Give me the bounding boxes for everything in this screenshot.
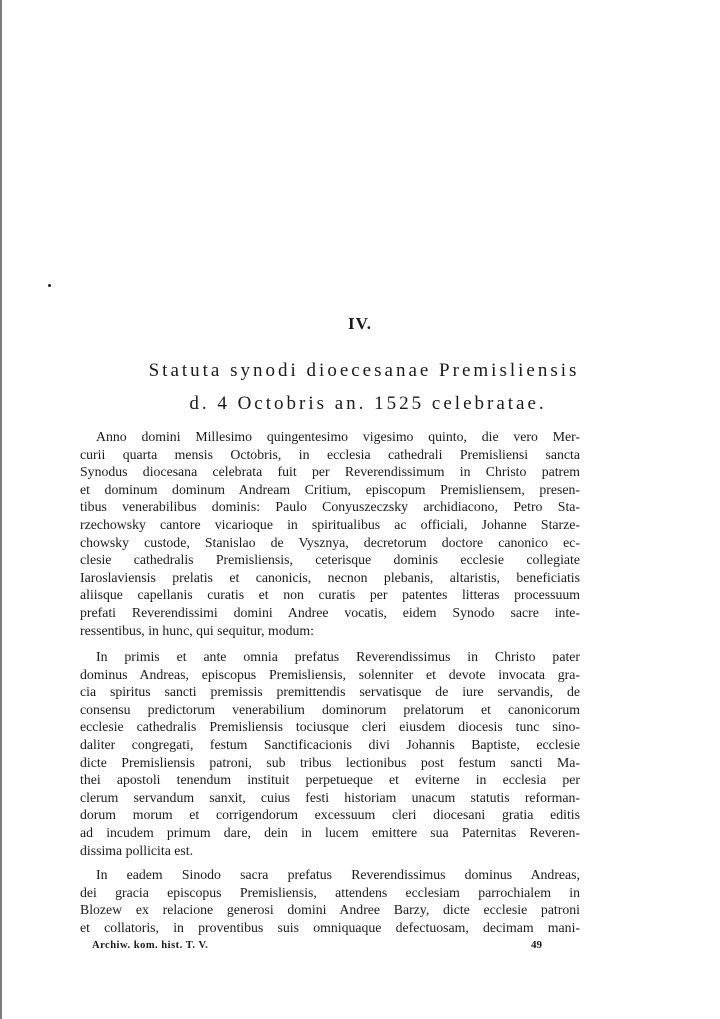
text-line: prefati Reverendissimi domini Andree vocatis, eidem Synodo sacre inte- <box>80 604 580 620</box>
text-line: cia spiritus sancti premissis premittendis servatisque de iure servandis, de <box>80 684 580 700</box>
text-line: chowsky custode, Stanislao de Vysznya, decretorum doctore canonico ec- <box>80 534 580 550</box>
title-line-1: Statuta synodi dioecesanae Premisliensis <box>148 360 580 381</box>
text-line: dominus Andreas, episcopus Premisliensis, solenniter et devote invocata gra- <box>80 666 580 682</box>
text-line: et collatoris, in proventibus suis omniquaque defectuosam, decimam mani- <box>80 919 580 935</box>
footer-signature: Archiw. kom. hist. T. V. <box>92 940 209 951</box>
footer-sheet-number: 49 <box>531 939 542 951</box>
text-line: thei apostoli tenendum instituit perpetueque et eviterne in ecclesia per <box>80 772 580 788</box>
text-line: In primis et ante omnia prefatus Reverendissimus in Christo pater <box>96 649 580 664</box>
text-line: Synodus diocesana celebrata fuit per Reverendissimum in Christo patrem <box>80 464 580 480</box>
text-line: ressentibus, in hunc, qui sequitur, modum: <box>80 622 314 638</box>
text-line: et dominum dominum Andream Critium, episcopum Premisliensem, presen- <box>80 481 580 497</box>
chapter-number: IV. <box>348 314 372 333</box>
paragraph-2 <box>80 648 580 859</box>
scan-edge-line <box>0 0 2 1019</box>
text-line: dissima pollicita est. <box>80 842 194 858</box>
text-line: daliter congregati, festum Sanctificacionis divi Johannis Baptiste, ecclesie <box>80 736 580 752</box>
text-line: clesie cathedralis Premisliensis, ceterisque dominis ecclesie collegiate <box>80 552 580 568</box>
text-line: dei gracia episcopus Premisliensis, attendens ecclesiam parrochialem in <box>80 884 580 900</box>
title-line-2: d. 4 Octobris an. 1525 celebratae. <box>189 393 547 414</box>
text-line: Anno domini Millesimo quingentesimo vigesimo quinto, die vero Mer- <box>96 429 580 444</box>
text-line: tibus venerabilibus dominis: Paulo Conyuszeczsky archidiacono, Petro Sta- <box>80 499 580 515</box>
text-line: ad incudem primum dare, dein in lucem emittere sua Paternitas Reveren- <box>80 824 580 840</box>
text-line: In eadem Sinodo sacra prefatus Reverendissimus dominus Andreas, <box>96 867 580 882</box>
text-line: dicte Premisliensis patroni, sub tribus lectionibus post festum sancti Ma- <box>80 754 580 770</box>
scan-speck <box>48 284 51 287</box>
paragraph-3 <box>80 866 580 936</box>
paragraph-1 <box>80 428 580 639</box>
text-line: clerum servandum sanxit, cuius festi historiam unacum statutis reforman- <box>80 789 580 805</box>
text-line: Blozew ex relacione generosi domini Andree Barzy, dicte ecclesie patroni <box>80 902 580 918</box>
text-line: ecclesie cathedralis Premisliensis tociusque cleri eiusdem diocesis tunc sino- <box>80 719 580 735</box>
text-line: dorum morum et corrigendorum excessuum cleri diocesani gratia editis <box>80 807 580 823</box>
text-line: consensu predictorum venerabilium dominorum prelatorum et canonicorum <box>80 701 580 717</box>
text-line: Iaroslaviensis prelatis et canonicis, necnon plebanis, altaristis, beneficiatis <box>80 569 580 585</box>
text-line: rzechowsky cantore vicarioque in spiritualibus ac officiali, Johanne Starze- <box>80 516 580 532</box>
text-line: curii quarta mensis Octobris, in ecclesia cathedrali Premisliensi sancta <box>80 446 580 462</box>
text-line: aliisque capellanis curatis et non curatis per patentes litteras processuum <box>80 587 580 603</box>
